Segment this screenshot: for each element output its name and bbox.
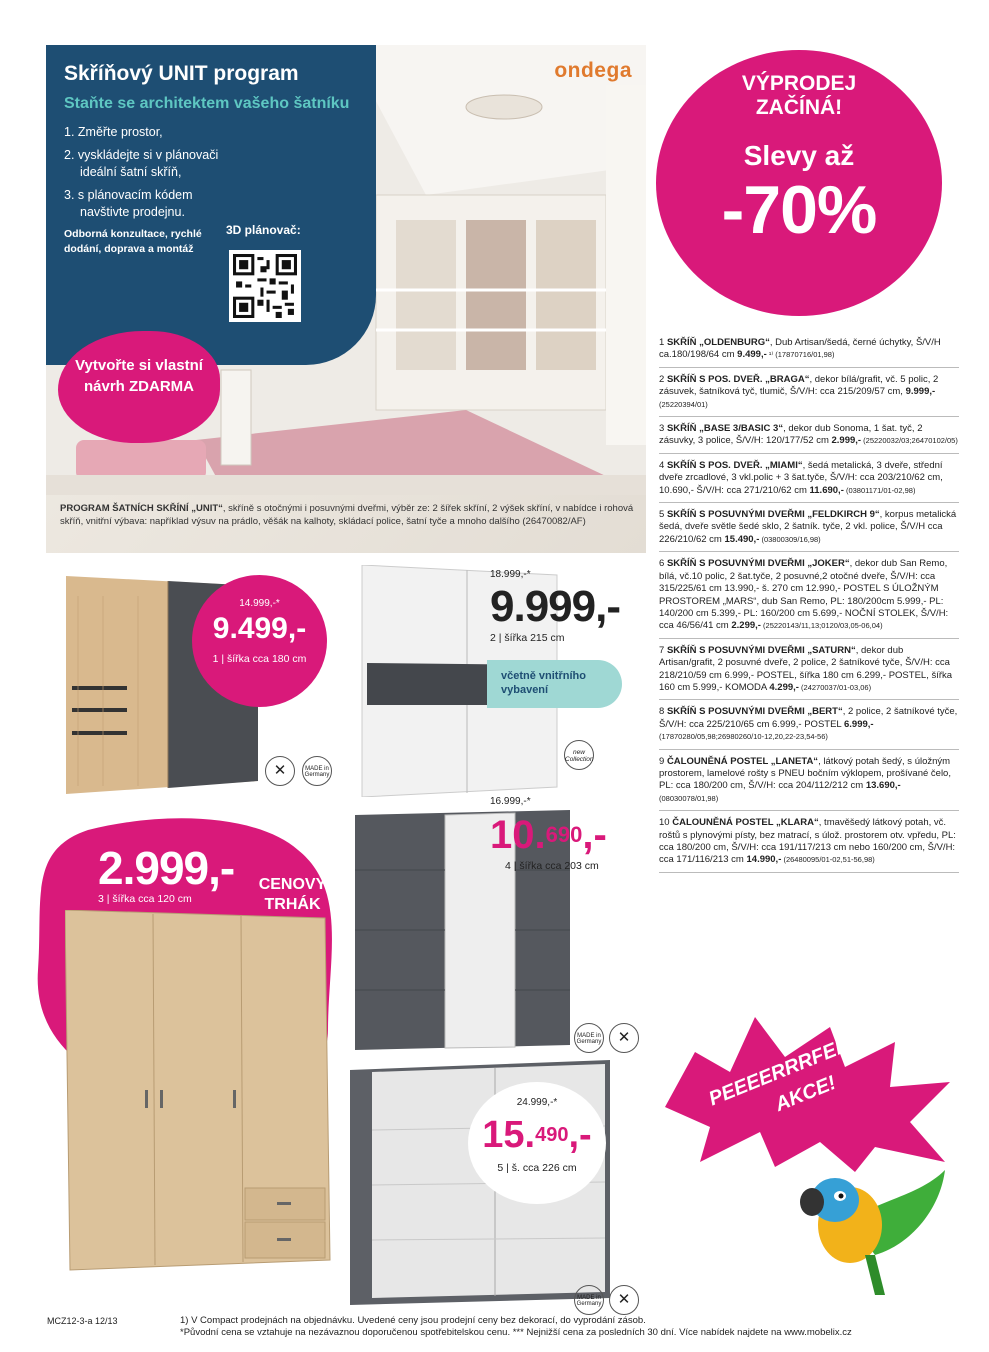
- made-in-germany-badge: MADE in Germany: [302, 756, 332, 786]
- price-hit-label: CENOVÝ TRHÁK: [258, 876, 327, 913]
- ondega-logo: ondega: [554, 59, 632, 82]
- product-item: [659, 460, 959, 503]
- desc-3: 3 | šířka cca 120 cm: [98, 893, 192, 905]
- product-number: 5: [659, 509, 665, 521]
- product-number: 3: [659, 423, 665, 435]
- product-code: (25220032/03;26470102/05): [861, 436, 958, 446]
- product-code: (24270037/01-03,06): [798, 682, 872, 692]
- hero-caption: PROGRAM ŠATNÍCH SKŘÍNÍ „UNIT“, skříně s otočnými i posuvnými dveřmi, výběr ze: 2 šířek skříní, 2 výšek skříní, v nabídce i rohová skříň, vnitřní výbava: například výsuv na prádlo, věšák na kalhoty, skládací police, šatní tyče a mnoho dalšího (26470082/AF): [60, 503, 634, 527]
- product-details: , 2 police, 2 šatníkové tyče, Š/V/H: cca 225/210/65 cm 6.999,- POSTEL: [659, 706, 958, 730]
- product-details: , Dub Artisan/šedá, černé úchytky, Š/V/H ca.180/198/64 cm: [659, 337, 941, 361]
- product-item: [659, 423, 959, 454]
- product-code: (03800309/16,98): [759, 534, 821, 544]
- product-code: (25220394/01): [659, 399, 708, 409]
- planner-panel: [46, 45, 376, 365]
- interior-equipment-badge: včetně vnitřního vybavení: [487, 660, 622, 708]
- step-1: 1. Změřte prostor,: [64, 125, 163, 139]
- product-price: 4.299,-: [769, 681, 799, 693]
- assembly-icon: ✕: [609, 1023, 639, 1053]
- product-number: 1: [659, 337, 665, 348]
- product-price: 11.690,-: [809, 484, 844, 496]
- catalog-code: MCZ12-3-a 12/13: [47, 1316, 118, 1326]
- hero-subtitle: Staňte se architektem vašeho šatníku: [64, 95, 350, 112]
- product-item: [659, 374, 959, 417]
- price-tag-1-text: [192, 598, 327, 665]
- akce-text: PEEEERRRFEKTNÍ AKCE!: [705, 1021, 883, 1116]
- sale-subheading: Slevy až: [743, 140, 855, 171]
- qr-code[interactable]: [229, 250, 301, 322]
- product-price: 9.999,-: [905, 386, 936, 398]
- product-item: [659, 706, 959, 749]
- desc-4: 4 | šířka cca 203 cm: [505, 860, 599, 872]
- product-number: 8: [659, 706, 665, 718]
- product-price: 13.690,-: [865, 780, 901, 792]
- parrot-image: [790, 1160, 950, 1300]
- product-code: (26480095/01-02,51-56,98): [781, 855, 875, 865]
- product-details: , dekor bílá/grafit, vč. 5 polic, 2 zásuvek, šatníková tyč, tlumič, Š/V/H: cca 215/209/57 cm,: [659, 373, 939, 398]
- product-code: ¹⁾ (17870716/01,98): [766, 350, 835, 360]
- product-number: 10: [659, 817, 670, 829]
- product-details: , dekor dub San Remo, bílá, vč.10 polic, 2 šat.tyče, 2 posuvné,2 otočné dveře, Š/V/H: cca 315/225/61 cm 13.990,- š. 270 cm 12.990,- POSTEL S ÚLOŽNÝM PROSTOREM „MARS“, dub San Remo, PL: 180/200cm 5.999,- PL: 140/200 cm 5.399,- PL: 160/200 cm 5.699,- NOČNÍ STOLEK, Š/V/H: cca 46/56/41 cm: [659, 558, 949, 632]
- desc-2: 2 | šířka 215 cm: [490, 632, 565, 644]
- product-code: (17870280/05,98;26980260/10-12,20,22-23,54-56): [659, 732, 828, 742]
- step-3: 3. s plánovacím kódem navštivte prodejnu.: [64, 188, 193, 219]
- footer-line-2: *Původní cena se vztahuje na nezávaznou doporučenou spotřebitelskou cenu. *** Nejnižší cena za posledních 30 dní. Více nabídek najdete na www.mobelix.cz: [180, 1327, 852, 1338]
- made-in-germany-badge: MADE in Germany: [574, 1285, 604, 1315]
- product-item: [659, 558, 959, 638]
- product-name: SKŘÍŇ „OLDENBURG“: [666, 337, 770, 348]
- product-details: , šedá metalická, 3 dveře, střední dveře zrcadlové, 3 vkl.polic + 3 šat.tyče, Š/V/H: cca 203/210/62 cm, 10.690,- Š/V/H: cca 271/210/62 cm: [659, 459, 943, 496]
- product-price: 6.999,-: [844, 718, 874, 730]
- desc-1: 1 | šířka cca 180 cm: [212, 653, 307, 665]
- product-list: [659, 337, 959, 879]
- product-price: 15.490,-: [724, 533, 760, 545]
- product-name: SKŘÍŇ S POSUVNÝMI DVEŘMI „SATURN“: [666, 644, 856, 656]
- assembly-icon: ✕: [265, 756, 295, 786]
- service-note: Odborná konzultace, rychlé dodání, doprava a montáž: [64, 228, 202, 255]
- product-name: SKŘÍŇ S POSUVNÝMI DVEŘMI „BERT“: [666, 706, 843, 718]
- product-name: ČALOUNĚNÁ POSTEL „KLARA“: [672, 817, 819, 829]
- old-price-1: 14.999,-*: [239, 598, 280, 609]
- product-number: 7: [659, 644, 665, 656]
- product-name: SKŘÍŇ S POS. DVEŘ. „BRAGA“: [666, 373, 810, 385]
- made-in-germany-badge: MADE in Germany: [574, 1023, 604, 1053]
- sale-heading: VÝPRODEJ ZAČÍNÁ!: [741, 72, 857, 119]
- steps-list: [64, 124, 358, 221]
- price-3: 2.999,-: [98, 842, 235, 894]
- product-name: ČALOUNĚNÁ POSTEL „LANETA“: [666, 755, 819, 767]
- footer-notes: [180, 1315, 852, 1339]
- footer-line-1: 1) V Compact prodejnách na objednávku. Uvedené ceny jsou prodejní ceny bez dekorací, do vyprodání zásob.: [180, 1315, 646, 1326]
- product-details: , tmavěšedý látkový potah, vč. roštů s plynovými písty, bez matrací, s úlož. prostorem otv. vpředu, PL: cca 180/200 cm, Š/V/H: cca 191/117/213 cm nebo 160/200 cm, Š/V/H: cca 171/116/213 cm: [659, 817, 956, 866]
- product-price: 2.299,-: [731, 620, 761, 632]
- hero-title: Skříňový UNIT program: [64, 62, 299, 85]
- product-item: [659, 645, 959, 701]
- product-item: [659, 509, 959, 552]
- price-2: 9.999,-: [490, 582, 620, 631]
- assembly-icon: ✕: [609, 1285, 639, 1315]
- product-code: (08030078/01,98): [659, 793, 719, 803]
- product-details: , korpus metalická šedá, dveře světle šedé sklo, 2 šatník. tyče, 2 vkl. police, Š/V/H cca 226/210/62 cm: [659, 509, 957, 545]
- product-name: SKŘÍŇ „BASE 3/BASIC 3“: [666, 423, 784, 435]
- old-price-4: 16.999,-*: [490, 796, 531, 807]
- hero-banner: [46, 45, 646, 553]
- sale-percent: -70%: [721, 172, 877, 248]
- price-1: 9.499,-: [212, 612, 307, 645]
- product-name: SKŘÍŇ S POS. DVEŘ. „MIAMI“: [666, 459, 803, 471]
- qr-code-icon: [233, 254, 297, 318]
- product-name: SKŘÍŇ S POSUVNÝMI DVEŘMI „JOKER“: [666, 558, 850, 570]
- product-code: (25220143/11,13;0120/03,05-06,04): [760, 621, 883, 631]
- product-number: 6: [659, 558, 665, 570]
- product-price: 9.499,-: [737, 349, 767, 361]
- product-item: [659, 756, 959, 812]
- price-5: 15.490,-: [482, 1114, 592, 1156]
- product-details: , dekor dub Artisan/grafit, 2 posuvné dveře, 2 police, 2 šatníkové tyče, Š/V/H: cca 218/210/59 cm 6.999,- POSTEL, šířka 180 cm 6.299,- POSTEL, šířka 160 cm 5.999,- KOMODA: [659, 644, 953, 693]
- price-4: 10.690,-: [490, 813, 607, 857]
- old-price-2: 18.999,-*: [490, 569, 531, 580]
- wardrobe-base-image: [65, 910, 335, 1275]
- new-collection-badge: new Collection: [564, 740, 594, 770]
- product-price: 2.999,-: [831, 435, 862, 447]
- product-item: [659, 337, 959, 368]
- old-price-5: 24.999,-*: [516, 1097, 558, 1108]
- product-details: , látkový potah šedý, s úložným prostorem, lamelové rošty s PNEU bočním výklopem, prošívané čelo, PL: cca 180/200 cm, Š/V/H: cca 204/112/212 cm: [659, 755, 951, 792]
- product-details: , dekor dub Sonoma, 1 šat. tyč, 2 zásuvky, 3 police, Š/V/H: 120/177/52 cm: [659, 423, 923, 447]
- product-name: SKŘÍŇ S POSUVNÝMI DVEŘMI „FELDKIRCH 9“: [666, 509, 880, 521]
- product-code: (03801171/01-02,98): [843, 485, 916, 495]
- planner-label: 3D plánovač:: [226, 223, 301, 237]
- product-number: 9: [659, 755, 665, 767]
- product-price: 14.990,-: [746, 854, 782, 866]
- desc-5: 5 | š. cca 226 cm: [497, 1162, 577, 1174]
- product-item: [659, 817, 959, 873]
- sale-circle: [656, 50, 942, 316]
- product-number: 4: [659, 459, 665, 471]
- free-design-button[interactable]: Vytvořte si vlastní návrh ZDARMA: [58, 331, 220, 443]
- step-2: 2. vyskládejte si v plánovači ideální šatní skříň,: [64, 148, 219, 179]
- product-number: 2: [659, 373, 665, 385]
